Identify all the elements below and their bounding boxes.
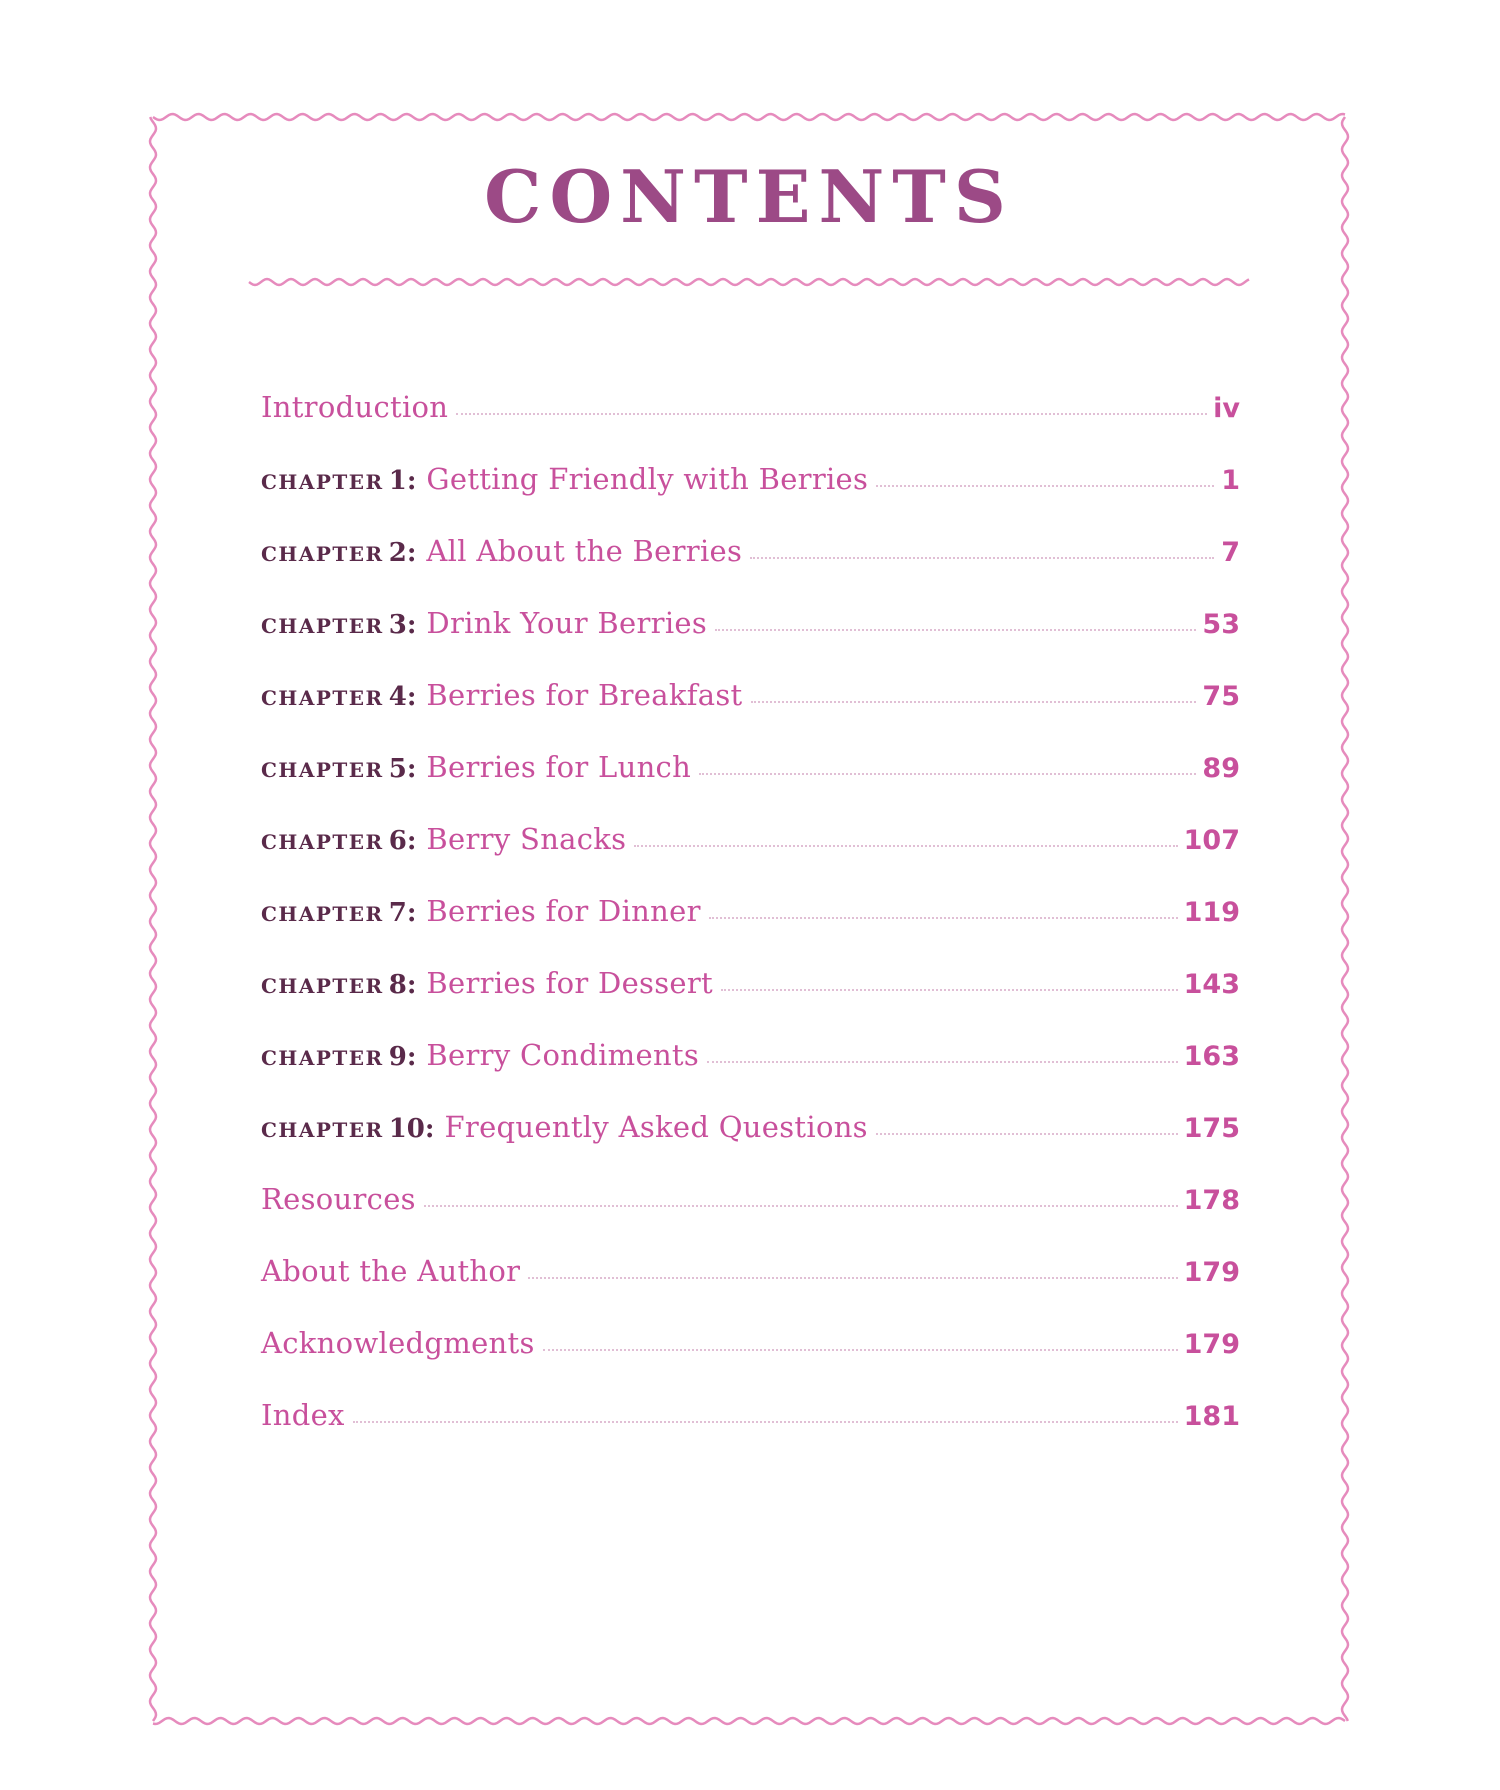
- chapter-number: 7: [388, 898, 407, 928]
- dot-leader: [751, 701, 1197, 703]
- dot-leader: [709, 917, 1178, 919]
- chapter-number: 5: [388, 754, 407, 784]
- dot-leader: [876, 1133, 1178, 1135]
- page-number: 175: [1183, 1113, 1240, 1144]
- entry-title: Acknowledgments: [261, 1326, 535, 1360]
- toc-section-entry[interactable]: [261, 390, 1240, 465]
- page-number: 178: [1183, 1185, 1240, 1216]
- entry-title: Berry Snacks: [426, 822, 627, 856]
- toc-chapter-entry[interactable]: [261, 966, 1240, 1041]
- chapter-label: CHAPTER: [261, 1046, 384, 1070]
- chapter-colon: :: [406, 610, 417, 640]
- chapter-label: CHAPTER: [261, 614, 384, 638]
- page-number: 143: [1183, 969, 1240, 1000]
- chapter-number: 4: [388, 682, 407, 712]
- entry-title: Berries for Dinner: [426, 894, 701, 928]
- chapter-number: 2: [388, 538, 407, 568]
- dot-leader: [715, 629, 1196, 631]
- entry-title: Resources: [261, 1182, 416, 1216]
- entry-title: Index: [261, 1398, 345, 1432]
- toc-chapter-entry[interactable]: [261, 462, 1240, 537]
- chapter-number: 3: [388, 610, 407, 640]
- page-number: 119: [1183, 897, 1240, 928]
- entry-title: Berries for Lunch: [426, 750, 692, 784]
- entry-title: About the Author: [261, 1254, 521, 1288]
- chapter-number: 6: [388, 826, 407, 856]
- dot-leader: [456, 413, 1207, 415]
- toc-chapter-entry[interactable]: [261, 1038, 1240, 1113]
- page-number: 181: [1183, 1401, 1240, 1432]
- entry-title: Introduction: [261, 390, 449, 424]
- dot-leader: [699, 773, 1196, 775]
- toc-chapter-entry[interactable]: [261, 534, 1240, 609]
- toc-section-entry[interactable]: [261, 1398, 1240, 1473]
- title-wavy-rule: [249, 275, 1249, 289]
- dot-leader: [876, 485, 1214, 487]
- toc-section-entry[interactable]: [261, 1326, 1240, 1401]
- page-number: 163: [1183, 1041, 1240, 1072]
- chapter-colon: :: [406, 826, 417, 856]
- toc-chapter-entry[interactable]: [261, 822, 1240, 897]
- chapter-label: CHAPTER: [261, 902, 384, 926]
- dot-leader: [543, 1349, 1178, 1351]
- page-number: 107: [1183, 825, 1240, 856]
- entry-title: Frequently Asked Questions: [444, 1110, 868, 1144]
- page-number: 1: [1221, 465, 1240, 496]
- page-title: CONTENTS: [484, 154, 1014, 239]
- toc-chapter-entry[interactable]: [261, 1110, 1240, 1185]
- page-number: 179: [1183, 1329, 1240, 1360]
- chapter-colon: :: [406, 754, 417, 784]
- chapter-label: CHAPTER: [261, 686, 384, 710]
- entry-title: Drink Your Berries: [426, 606, 708, 640]
- entry-title: Berries for Breakfast: [426, 678, 743, 712]
- toc-section-entry[interactable]: [261, 1254, 1240, 1329]
- chapter-label: CHAPTER: [261, 758, 384, 782]
- chapter-colon: :: [406, 898, 417, 928]
- chapter-number: 1: [388, 466, 407, 496]
- toc-chapter-entry[interactable]: [261, 750, 1240, 825]
- entry-title: Getting Friendly with Berries: [426, 462, 869, 496]
- page-number: 89: [1202, 753, 1240, 784]
- chapter-label: CHAPTER: [261, 974, 384, 998]
- table-of-contents: [261, 390, 1240, 1473]
- entry-title: Berries for Dessert: [426, 966, 713, 1000]
- chapter-colon: :: [406, 1042, 417, 1072]
- page-number: 7: [1221, 537, 1240, 568]
- toc-section-entry[interactable]: [261, 1182, 1240, 1257]
- dot-leader: [707, 1061, 1178, 1063]
- toc-chapter-entry[interactable]: [261, 894, 1240, 969]
- dot-leader: [750, 557, 1214, 559]
- toc-chapter-entry[interactable]: [261, 678, 1240, 753]
- chapter-colon: :: [406, 682, 417, 712]
- dot-leader: [528, 1277, 1177, 1279]
- page-number: 53: [1202, 609, 1240, 640]
- chapter-colon: :: [424, 1114, 435, 1144]
- dot-leader: [721, 989, 1178, 991]
- entry-title: Berry Condiments: [426, 1038, 700, 1072]
- entry-title: All About the Berries: [426, 534, 743, 568]
- chapter-colon: :: [406, 538, 417, 568]
- chapter-colon: :: [406, 466, 417, 496]
- chapter-label: CHAPTER: [261, 542, 384, 566]
- dot-leader: [424, 1205, 1178, 1207]
- dot-leader: [634, 845, 1177, 847]
- chapter-colon: :: [406, 970, 417, 1000]
- page-number: iv: [1213, 393, 1240, 424]
- chapter-label: CHAPTER: [261, 830, 384, 854]
- contents-page-frame: [149, 113, 1349, 1725]
- dot-leader: [353, 1421, 1178, 1423]
- chapter-number: 10: [388, 1114, 425, 1144]
- chapter-number: 9: [388, 1042, 407, 1072]
- page-number: 179: [1183, 1257, 1240, 1288]
- toc-chapter-entry[interactable]: [261, 606, 1240, 681]
- chapter-label: CHAPTER: [261, 1118, 384, 1142]
- chapter-label: CHAPTER: [261, 470, 384, 494]
- chapter-number: 8: [388, 970, 407, 1000]
- page-number: 75: [1202, 681, 1240, 712]
